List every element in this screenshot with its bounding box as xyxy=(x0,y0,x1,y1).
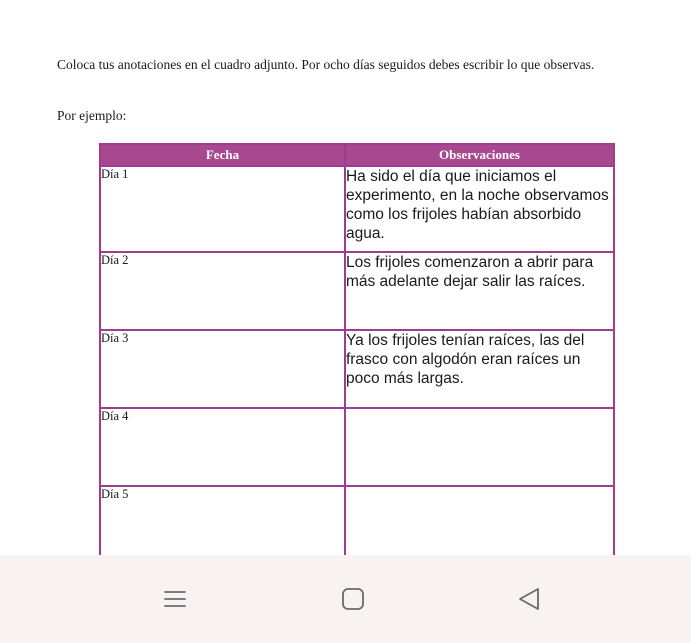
table-row xyxy=(100,486,614,555)
table-row xyxy=(100,330,614,408)
header-fecha: Fecha xyxy=(100,144,345,166)
home-button[interactable] xyxy=(333,579,373,619)
recents-button[interactable] xyxy=(155,579,195,619)
date-cell: Día 1 xyxy=(100,166,345,252)
example-label: Por ejemplo: xyxy=(57,108,127,123)
table-header-row xyxy=(100,144,614,166)
date-cell: Día 2 xyxy=(100,252,345,330)
home-icon xyxy=(340,586,366,612)
observations-table xyxy=(99,143,615,555)
date-cell: Día 3 xyxy=(100,330,345,408)
observation-cell: Ya los frijoles tenían raíces, las del frasco con algodón eran raíces un poco más largas. xyxy=(345,330,614,408)
table-row xyxy=(100,408,614,486)
observation-cell xyxy=(345,486,614,555)
system-navigation-bar xyxy=(0,555,691,643)
table-row xyxy=(100,252,614,330)
date-cell: Día 4 xyxy=(100,408,345,486)
date-cell: Día 5 xyxy=(100,486,345,555)
observation-cell: Los frijoles comenzaron a abrir para más adelante dejar salir las raíces. xyxy=(345,252,614,330)
back-button[interactable] xyxy=(509,579,549,619)
back-icon xyxy=(515,585,543,613)
observation-cell: Ha sido el día que iniciamos el experimento, en la noche observamos como los frijoles habían absorbido agua. xyxy=(345,166,614,252)
intro-text: Coloca tus anotaciones en el cuadro adjunto. Por ocho días seguidos debes escribir lo que observas. xyxy=(57,57,595,72)
table-row xyxy=(100,166,614,252)
observation-cell xyxy=(345,408,614,486)
recents-icon xyxy=(162,586,188,612)
header-observaciones: Observaciones xyxy=(345,144,614,166)
